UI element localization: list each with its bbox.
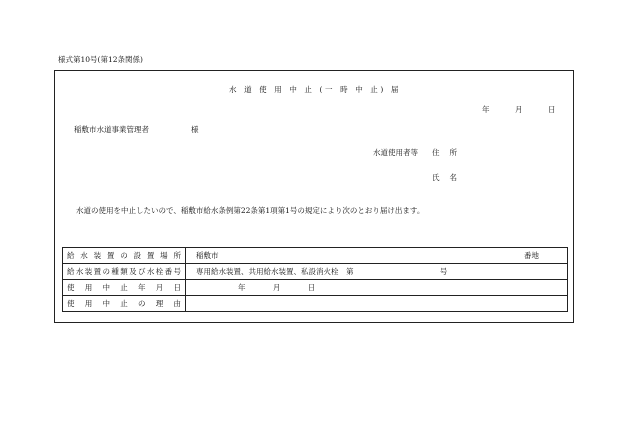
stop-date-day: 日 (307, 282, 316, 292)
table-row (63, 264, 568, 280)
table-row (63, 248, 568, 264)
stop-date-month: 月 (272, 282, 281, 292)
date-month-label: 月 (515, 105, 523, 114)
date-year-label: 年 (482, 105, 490, 114)
addressee: 稲敷市水道事業管理者 (74, 125, 149, 134)
stop-date-year: 年 (238, 282, 246, 292)
number-suffix: 号 (439, 266, 448, 276)
install-location-label: 給水装置の設置場所 (63, 248, 186, 264)
device-type-field[interactable] (186, 264, 568, 280)
form-code: 様式第10号(第12条関係) (58, 55, 143, 64)
applicant-label: 水道使用者等 (373, 148, 418, 157)
date-day-label: 日 (548, 105, 556, 114)
name-label: 氏名 (432, 173, 467, 182)
stop-reason-field[interactable] (186, 296, 568, 312)
body-text: 水道の使用を中止したいので、稲敷市給水条例第22条第1項第1号の規定により次のとおり届け出ます。 (76, 206, 425, 215)
stop-reason-label: 使用中止の理由 (63, 296, 186, 312)
table-row (63, 296, 568, 312)
device-type-value: 専用給水装置、共用給水装置、私設消火栓 第 (196, 266, 354, 276)
table-row (63, 280, 568, 296)
details-table (62, 247, 568, 312)
honorific: 様 (191, 125, 199, 134)
stop-date-label: 使用中止年月日 (63, 280, 186, 296)
stop-date-field[interactable] (186, 280, 568, 296)
install-location-field[interactable] (186, 248, 568, 264)
address-label: 住所 (432, 148, 467, 157)
device-type-label: 給水装置の種類及び水栓番号 (63, 264, 186, 280)
form-title: 水 道 使 用 中 止 (一 時 中 止) 届 (229, 85, 401, 94)
install-location-value: 稲敷市 (196, 250, 219, 260)
banchi-suffix: 番地 (524, 250, 539, 260)
